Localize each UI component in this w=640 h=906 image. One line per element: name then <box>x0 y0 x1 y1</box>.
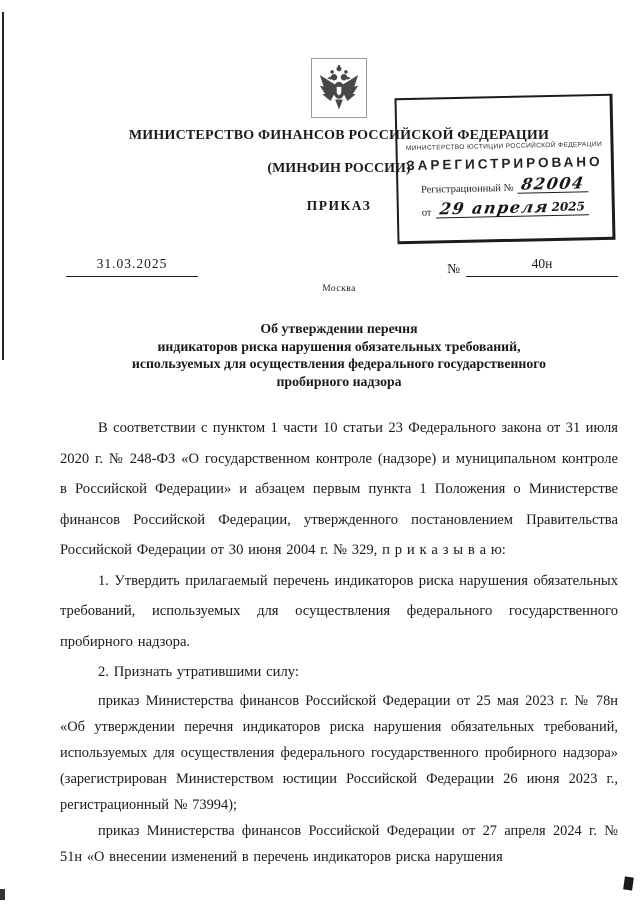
stamp-ministry-justice-label: МИНИСТЕРСТВО ЮСТИЦИИ РОССИЙСКОЙ ФЕДЕРАЦИИ <box>405 140 603 153</box>
title-line: используемых для осуществления федерального государственного <box>131 356 547 371</box>
scan-artifact-left-line <box>2 12 4 360</box>
document-body <box>60 413 618 870</box>
scan-artifact-bottom-right <box>623 876 634 890</box>
document-date: 31.03.2025 <box>66 256 198 277</box>
paragraph: 2. Признать утратившими силу: <box>98 664 299 680</box>
ministry-short-name: (МИНФИН РОССИИ) <box>267 161 411 176</box>
ministry-name: МИНИСТЕРСТВО ФИНАНСОВ РОССИЙСКОЙ ФЕДЕРАЦИИ <box>128 128 550 143</box>
title-line: Об утверждении перечня <box>260 321 418 336</box>
scan-artifact-bottom-left <box>0 889 5 900</box>
city-label: Москва <box>322 284 356 294</box>
coat-of-arms-icon <box>311 58 367 118</box>
paragraph: приказ Министерства финансов Российской Федерации от 25 мая 2023 г. № 78н «Об утверждении перечня индикаторов риска нарушения обязательных требований, используемых для осуществления федерального государственного пробирного надзора» (зарегистрирован Министерством юстиции Российской Федерации 26 июня 2023 г., регистрационный № 73994); <box>60 692 618 813</box>
document-number: 40н <box>466 256 618 277</box>
paragraph: приказ Министерства финансов Российской Федерации от 27 апреля 2024 г. № 51н «О внесении изменений в перечень индикаторов риска нарушения <box>60 822 618 865</box>
paragraph: 1. Утвердить прилагаемый перечень индикаторов риска нарушения обязательных требований, используемых для осуществления федерального государственного пробирного надзора. <box>60 572 618 650</box>
stamp-date-value: 29 апреля <box>437 197 551 219</box>
title-line: пробирного надзора <box>276 373 402 389</box>
paragraph: В соответствии с пунктом 1 части 10 статьи 23 Федерального закона от 31 июля 2020 г. № 248-ФЗ «О государственном контроле (надзоре) и муниципальном контроле в Российской Федерации» и абзацем первым пункта 1 Положения о Министерстве финансов Российской Федерации, утвержденного постановлением Правительства Российской Федерации от 30 июня 2004 г. № 329, п р и к а з ы в а ю: <box>60 420 618 558</box>
stamp-reg-number-label: Регистрационный № <box>420 182 514 196</box>
title-line: индикаторов риска нарушения обязательных требований, <box>157 338 521 354</box>
document-type: ПРИКАЗ <box>306 198 372 213</box>
document-number-field <box>447 256 618 277</box>
stamp-date-label: от <box>421 207 432 219</box>
stamp-reg-number-value: 82004 <box>520 173 587 194</box>
document-title <box>60 320 618 390</box>
meta-row <box>60 256 618 277</box>
number-label: № <box>447 261 460 276</box>
registration-stamp <box>394 94 615 245</box>
stamp-registered-label: ЗАРЕГИСТРИРОВАНО <box>406 153 603 174</box>
stamp-date-year: 2025 <box>551 199 586 215</box>
